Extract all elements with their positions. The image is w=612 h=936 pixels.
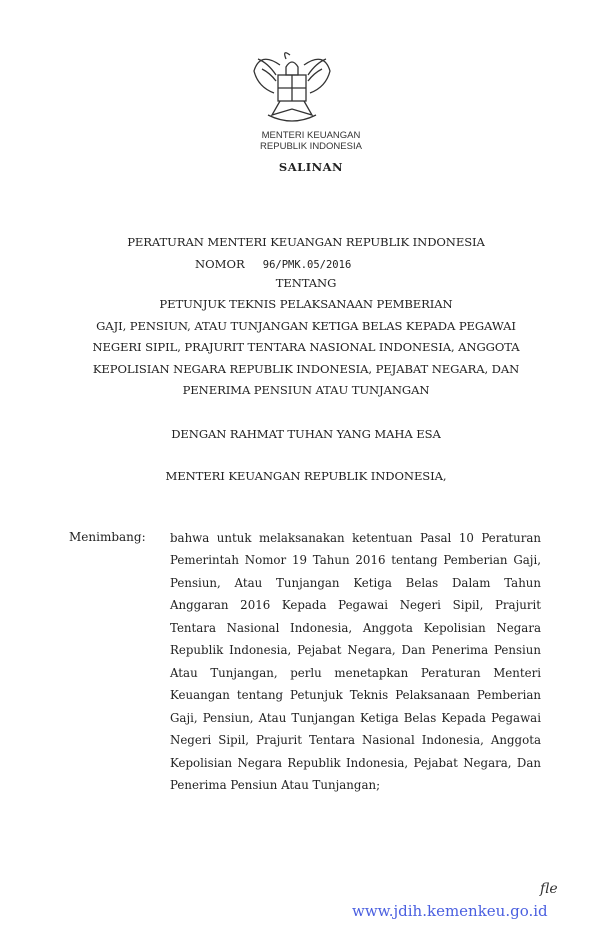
garuda-emblem-icon <box>250 45 334 127</box>
nomor-value: 96/PMK.05/2016 <box>262 259 352 271</box>
initials-handwritten: fle <box>540 881 558 897</box>
ministry-name-line1: MENTERI KEUANGAN <box>261 130 361 141</box>
subject-line: NEGERI SIPIL, PRAJURIT TENTARA NASIONAL INDONESIA, ANGGOTA <box>92 340 520 354</box>
regulation-title: PERATURAN MENTERI KEUANGAN REPUBLIK INDONESIA <box>127 235 485 249</box>
considering-label: Menimbang: <box>69 530 146 544</box>
tentang-label: TENTANG <box>275 276 337 290</box>
considering-text: bahwa untuk melaksanakan ketentuan Pasal 10 Peraturan Pemerintah Nomor 19 Tahun 2016 tentang Pemberian Gaji, Pensiun, Atau Tunjangan Ketiga Belas Dalam Tahun Anggaran 2016 Kepada Pegawai Negeri Sipil, Prajurit Tentara Nasional Indonesia, Anggota Kepolisian Negara Republik Indonesia, Pejabat Negara, Dan Penerima Pensiun Atau Tunjangan, perlu menetapkan Peraturan Menteri Keuangan tentang Petunjuk Teknis Pelaksanaan Pemberian Gaji, Pensiun, Atau Tunjangan Ketiga Belas Kepada Pegawai Negeri Sipil, Prajurit Tentara Nasional Indonesia, Anggota Kepolisian Negara Republik Indonesia, Pejabat Negara, Dan Penerima Pensiun Atau Tunjangan; <box>170 531 541 792</box>
subject-line: KEPOLISIAN NEGARA REPUBLIK INDONESIA, PEJABAT NEGARA, DAN <box>92 362 520 376</box>
copy-label: SALINAN <box>278 160 344 174</box>
issuer: MENTERI KEUANGAN REPUBLIK INDONESIA, <box>165 469 447 483</box>
source-url-link[interactable]: www.jdih.kemenkeu.go.id <box>352 902 548 920</box>
regulation-number <box>195 257 351 272</box>
subject-line: PENERIMA PENSIUN ATAU TUNJANGAN <box>182 383 430 397</box>
nomor-label: NOMOR <box>195 257 245 271</box>
subject-line: PETUNJUK TEKNIS PELAKSANAAN PEMBERIAN <box>159 297 453 311</box>
subject-line: GAJI, PENSIUN, ATAU TUNJANGAN KETIGA BELAS KEPADA PEGAWAI <box>96 319 516 333</box>
ministry-name-line2: REPUBLIK INDONESIA <box>260 141 362 152</box>
preamble: DENGAN RAHMAT TUHAN YANG MAHA ESA <box>171 427 441 441</box>
